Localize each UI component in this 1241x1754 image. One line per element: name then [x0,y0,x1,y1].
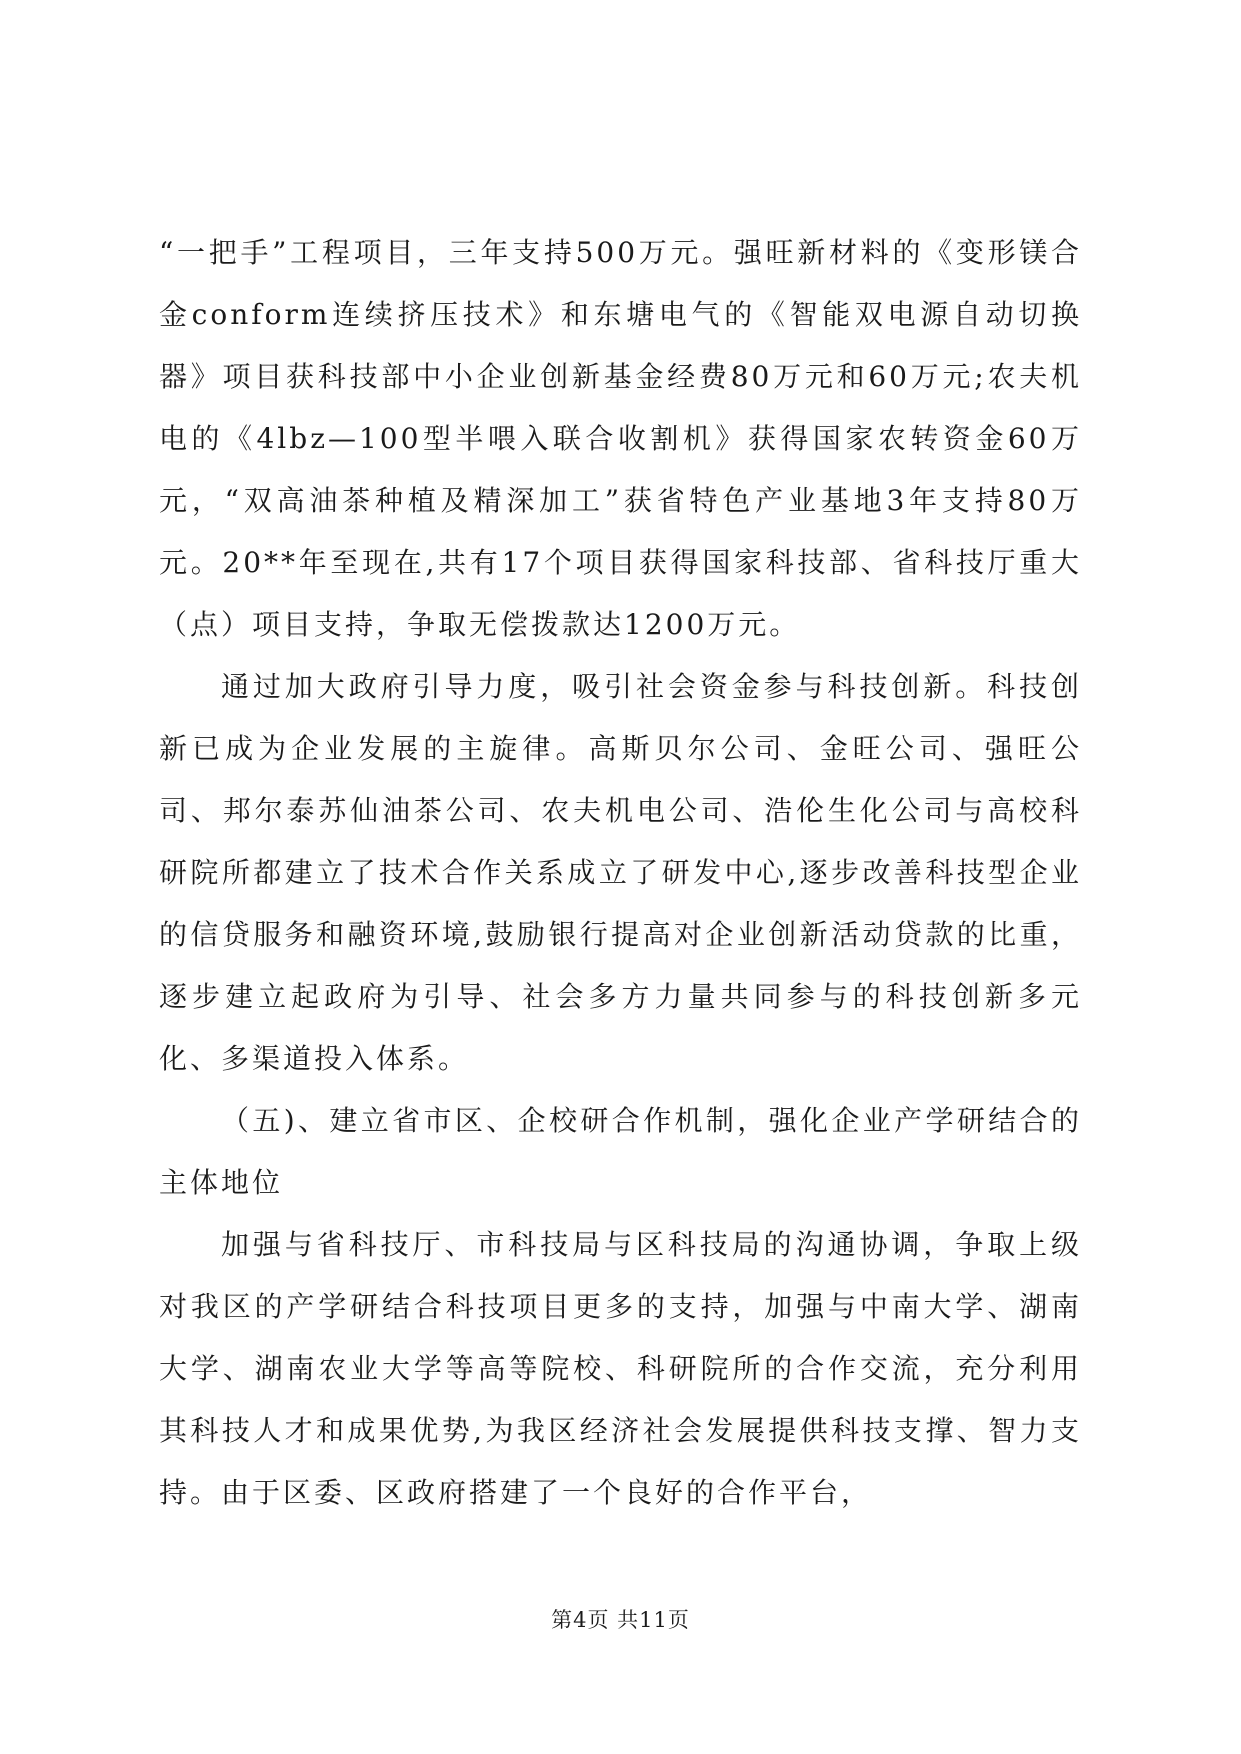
paragraph-cooperation: 加强与省科技厅、市科技局与区科技局的沟通协调，争取上级对我区的产学研结合科技项目更多的支持，加强与中南大学、湖南大学、湖南农业大学等高等院校、科研院所的合作交流，充分利用其科技人才和成果优势,为我区经济社会发展提供科技支撑、智力支持。由于区委、区政府搭建了一个良好的合作平台， [159,1228,1082,1509]
document-body [159,222,1082,1524]
paragraph-funding-projects: “一把手”工程项目，三年支持500万元。强旺新材料的《变形镁合金conform连续挤压技术》和东塘电气的《智能双电源自动切换器》项目获科技部中小企业创新基金经费80万元和60万元;农夫机电的《4lbz—100型半喂入联合收割机》获得国家农转资金60万元，“双高油茶种植及精深加工”获省特色产业基地3年支持80万元。20**年至现在,共有17个项目获得国家科技部、省科技厅重大（点）项目支持，争取无偿拨款达1200万元。 [159,236,1082,641]
section-heading-five: （五)、建立省市区、企校研合作机制，强化企业产学研结合的主体地位 [159,1104,1082,1199]
paragraph-government-guidance: 通过加大政府引导力度，吸引社会资金参与科技创新。科技创新已成为企业发展的主旋律。高斯贝尔公司、金旺公司、强旺公司、邦尔泰苏仙油茶公司、农夫机电公司、浩伦生化公司与高校科研院所都建立了技术合作关系成立了研发中心,逐步改善科技型企业的信贷服务和融资环境,鼓励银行提高对企业创新活动贷款的比重，逐步建立起政府为引导、社会多方力量共同参与的科技创新多元化、多渠道投入体系。 [159,670,1082,1075]
page-number-footer: 第4页 共11页 [551,1608,690,1632]
